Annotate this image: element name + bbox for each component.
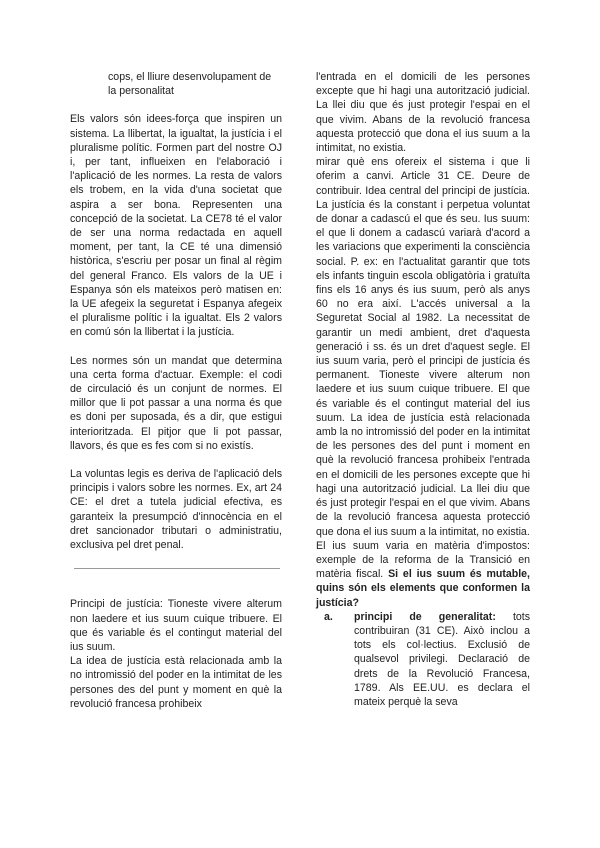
- paragraph-justice-principle: Principi de justícia: Tioneste vivere alterum non laedere et ius suum cuique tribuere. El que és variable és el contingut material del ius suum.: [70, 598, 282, 653]
- list-item: [322, 610, 530, 709]
- paragraph-voluntas-legis: La voluntas legis es deriva de l'aplicació dels principis i valors sobre les normes. Ex, art 24 CE: el dret a tutela judicial efectiva, es garanteix la presumpció d'innocència en el dret sancionador tributari o administratiu, exclusiva pel dret penal.: [70, 468, 282, 552]
- paragraph-justice-idea: La idea de justícia està relacionada amb la no intromissió del poder en la intimitat de les persones des del punt y moment en què la revolució francesa prohibeix: [70, 655, 282, 710]
- list-text: tots contribuiran (31 CE). Això inclou a tots els col·lectius. Exclusió de qualsevol privilegi. Declaració de drets de la Revolució Francesa, 1789. Als EE.UU. es declara el mateix perquè la seva: [354, 610, 531, 708]
- paragraph-taxes: [316, 539, 530, 610]
- paragraph-system: mirar què ens ofereix el sistema i que li oferim a canvi. Article 31 CE. Deure de contribuir. Idea central del principi de justícia. La justícia és la constant i perpetua voluntat de donar a cadascú el que és seu. Ius suum: el que li donem a cadascú variarà d'acord a les variacions que experimenti la consciència social. P. ex: en l'actualitat garantir que tots els infants tinguin escola obligatòria i gratuïta fins els 16 anys és ius suum, però als anys 60 no era així. L'accés universal a la Seguretat Social al 1982. La necessitat de garantir un medi ambient, dret d'aquesta generació i ss. és un dret d'aquest segle. El ius suum varia, però el principi de justícia és permanent. Tioneste vivere alterum non laedere et ius suum cuique tribuere. El que és variable és el contingut material del ius suum. La idea de justícia està relacionada amb la no intromissió del poder en la intimitat de les persones des del punt i moment en què la revolució francesa prohibeix l'entrada en el domicili de les persones excepte que hi hagi una autorització judicial. La llei diu que és just protegir l'espai en el que vivim. Abans de la revolució francesa aquesta protecció que dona el ius suum a la intimitat, no existia.: [316, 156, 530, 538]
- list-term: principi de generalitat:: [354, 610, 496, 623]
- intro-continuation: cops, el lliure desenvolupament de la personalitat: [108, 71, 272, 98]
- left-column: [70, 70, 282, 711]
- right-column: [316, 70, 530, 709]
- paragraph-values: Els valors són idees-força que inspiren un sistema. La llibertat, la igualtat, la justícia i el pluralisme polític. Formen part del nostre OJ i, per tant, influeixen en l'elaboració i l'aplicació de les normes. La resta de valors els trobem, en la vida d'una societat que aspira a ser bona. Representen una concepció de la societat. La CE78 té el valor de ser una norma redactada en aquell moment, per tant, la CE té una dimensió històrica, s'escriu per posar un final al règim del general Franco. Els valors de la UE i Espanya són els mateixos però matisen en: la UE afegeix la seguretat i Espanya afegeix el pluralisme polític i la igualtat. Els 2 valors en comú són la llibertat i la justícia.: [70, 113, 282, 339]
- list-marker: a.: [324, 610, 333, 623]
- justice-question: Si el ius suum és mutable, quins són els elements que conformen la justícia?: [316, 568, 530, 609]
- paragraph-norms: Les normes són un mandat que determina una certa forma d'actuar. Exemple: el codi de circulació és un conjunt de normes. El millor que li pot passar a una norma és que es doni per suposada, és a dir, que estigui interioritzada. El pitjor que li pot passar, llavors, és que es fes com si no existís.: [70, 354, 282, 452]
- paragraph-domicile: l'entrada en el domicili de les persones excepte que hi hagi una autorització judicial. La llei diu que és just protegir l'espai en el que vivim. Abans de la revolució francesa aquesta protecció que dona el ius suum a la intimitat, no existia.: [316, 71, 530, 155]
- taxes-lead: El ius suum varia en matèria d'impostos: exemple de la reforma de la Transició en matèria fiscal.: [316, 539, 530, 581]
